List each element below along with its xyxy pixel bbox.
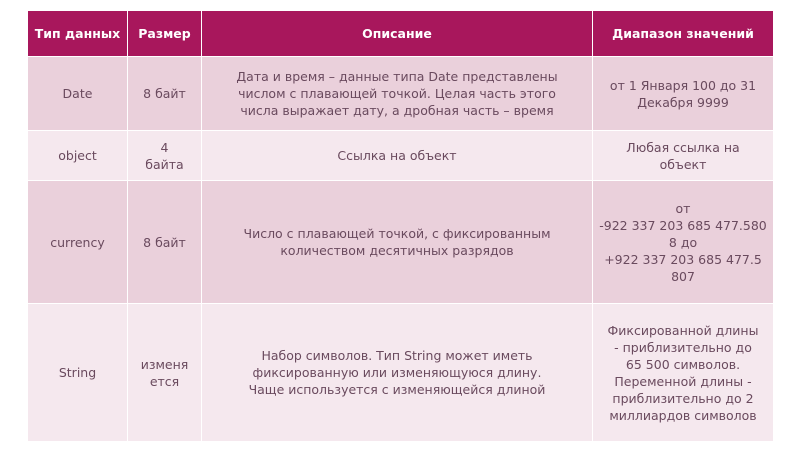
table-row [28,181,774,304]
header-size: Размер [128,11,202,57]
cell-size: 4 байта [128,131,202,181]
table-row [28,131,774,181]
header-range: Диапазон значений [593,11,774,57]
cell-size: изменя ется [128,304,202,442]
cell-range: Фиксированной длины - приблизительно до 65 500 символов. Переменной длины - приблизительно до 2 миллиардов символов [593,304,774,442]
cell-range: от 1 Января 100 до 31 Декабря 9999 [593,57,774,131]
cell-size: 8 байт [128,181,202,304]
table-header-row [28,11,774,57]
data-types-table [27,10,774,442]
cell-range: от -922 337 203 685 477.580 8 до +922 337 203 685 477.5 807 [593,181,774,304]
cell-type: String [28,304,128,442]
cell-type: Date [28,57,128,131]
cell-description: Ссылка на объект [202,131,593,181]
cell-description: Дата и время – данные типа Date представлены числом с плавающей точкой. Целая часть этого числа выражает дату, а дробная часть – время [202,57,593,131]
table-row [28,57,774,131]
table-row [28,304,774,442]
cell-description: Набор символов. Тип String может иметь фиксированную или изменяющуюся длину. Чаще используется с изменяющейся длиной [202,304,593,442]
header-type: Тип данных [28,11,128,57]
cell-range: Любая ссылка на объект [593,131,774,181]
header-description: Описание [202,11,593,57]
cell-type: currency [28,181,128,304]
cell-description: Число с плавающей точкой, с фиксированным количеством десятичных разрядов [202,181,593,304]
cell-size: 8 байт [128,57,202,131]
cell-type: object [28,131,128,181]
